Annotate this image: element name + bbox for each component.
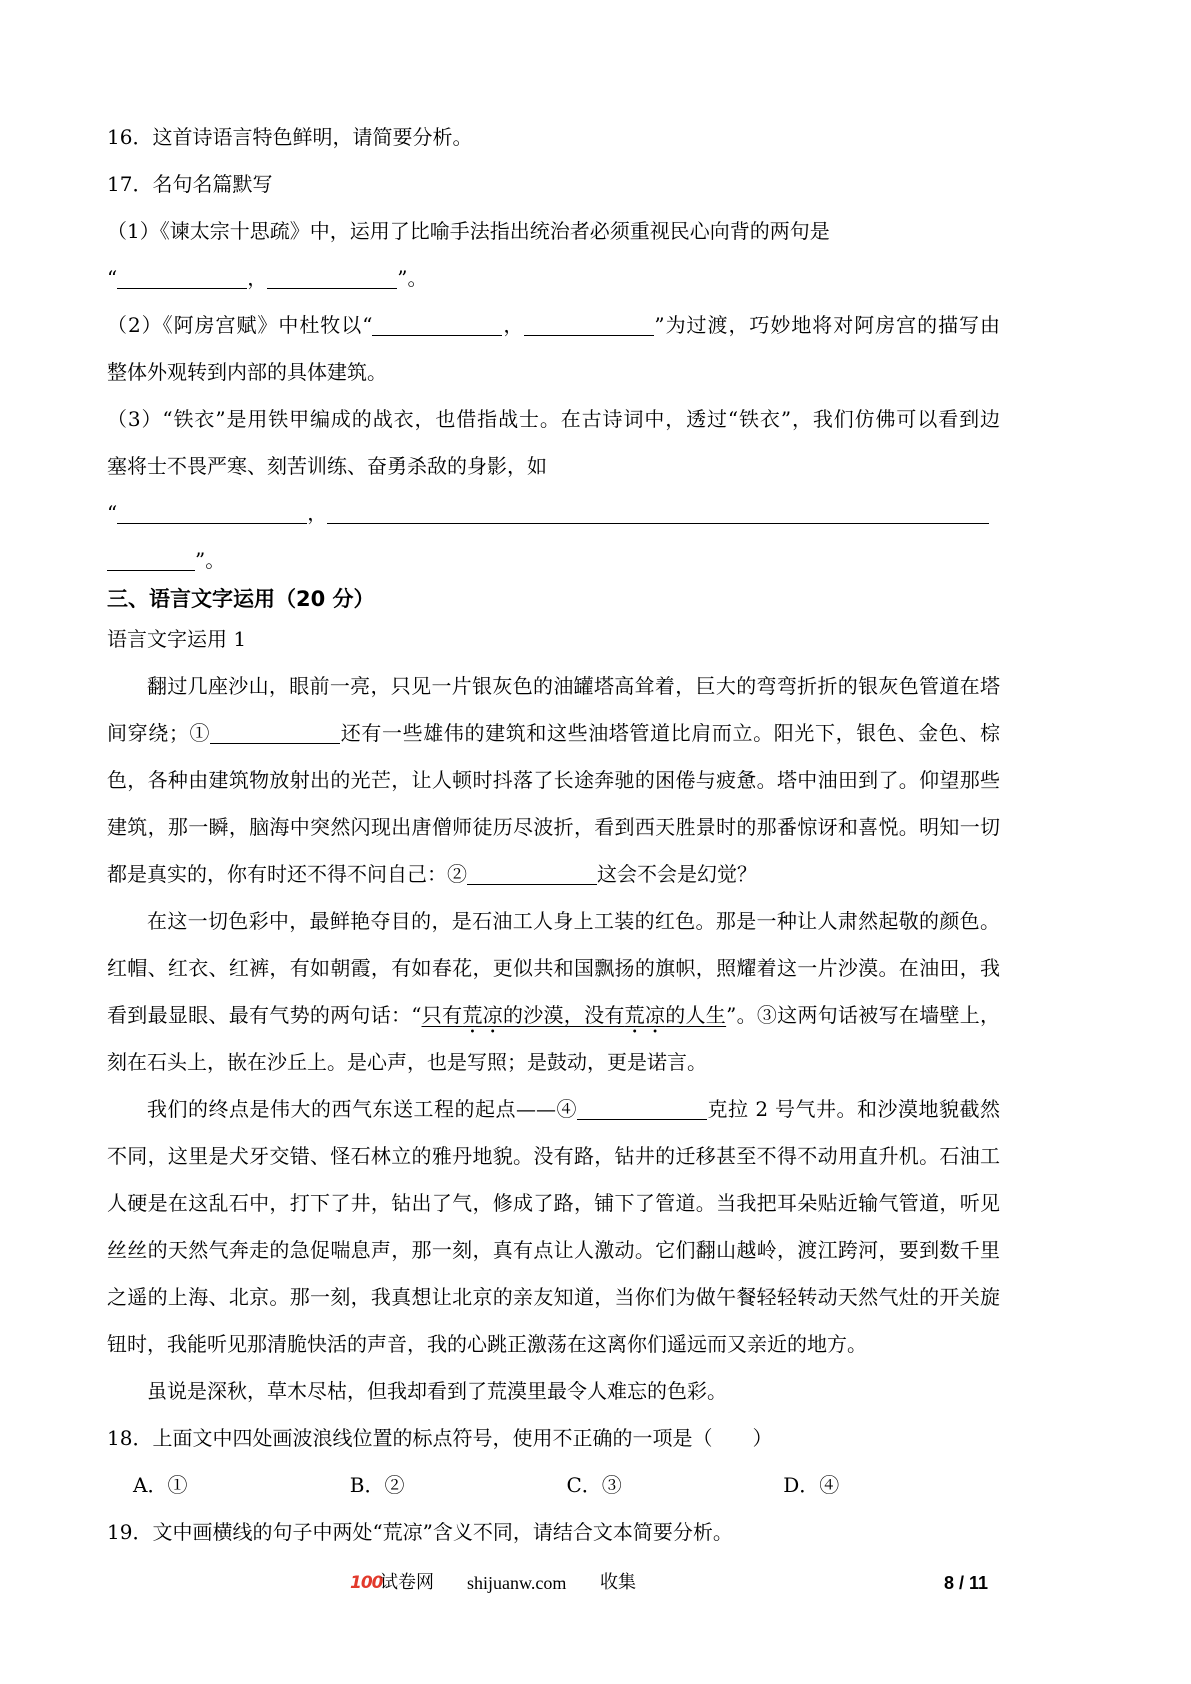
passage-p3-line2: 不同，这里是犬牙交错、怪石林立的雅丹地貌。没有路，钻井的迁移甚至不得不动用直升机。石油工 [107,1144,1000,1168]
question-16: 16．这首诗语言特色鲜明，请简要分析。 [107,125,473,149]
passage-p2-line1: 在这一切色彩中，最鲜艳夺目的，是石油工人身上工装的红色。那是一种让人肃然起敬的颜色。 [147,909,1000,933]
quote-part: 的人生 [665,1003,727,1027]
answer-blank [107,552,195,571]
answer-blank [372,317,502,336]
option-b: B．② [349,1473,405,1497]
passage-p1-line1: 翻过几座沙山，眼前一亮，只见一片银灰色的油罐塔高耸着，巨大的弯弯折折的银灰色管道在塔 [147,674,1000,698]
question-17-item1-answer-line [107,255,1000,302]
page-footer [0,1567,1191,1599]
passage-p1-line2 [107,710,1000,757]
question-18-stem: 18．上面文中四处画波浪线位置的标点符号，使用不正确的一项是（ ） [107,1426,773,1450]
quote-part: 只有 [421,1003,463,1027]
quote-part: 的沙漠，没有 [502,1003,625,1027]
section-heading: 三、语言文字运用（20 分） [107,587,375,611]
question-19: 19．文中画横线的句子中两处“荒凉”含义不同，请结合文本简要分析。 [107,1520,733,1544]
question-17-item3-line1: （3）“铁衣”是用铁甲编成的战衣，也借指战士。在古诗词中，透过“铁衣”，我们仿佛可以看到边 [107,407,1000,431]
site-logo: 100 [350,1573,383,1593]
exam-page-content [107,114,1000,1556]
answer-blank [117,505,307,524]
passage-text: 这会不会是幻觉？ [597,862,757,886]
collected-note: 收集 [600,1572,636,1593]
separator: ， [502,313,525,337]
passage-p2-line2: 红帽、红衣、红裤，有如朝霞，有如春花，更似共和国飘扬的旗帜，照耀着这一片沙漠。在油田，我 [107,956,1000,980]
passage-text: 间穿绕；① [107,721,211,745]
passage-text: 还有一些雄伟的建筑和这些油塔管道比肩而立。阳光下，银色、金色、棕 [340,721,1000,745]
passage-p3-line4: 丝丝的天然气奔走的急促喘息声，那一刻，真有点让人激动。它们翻山越岭，渡江跨河，要到数千里 [107,1238,1000,1262]
section-subheading: 语言文字运用 1 [107,627,247,651]
question-17-item3-answer-line1 [107,490,1000,537]
passage-p4: 虽说是深秋，草木尽枯，但我却看到了荒漠里最令人难忘的色彩。 [147,1379,727,1403]
separator: ， [247,266,268,290]
question-17-item1-prompt: （1）《谏太宗十思疏》中，运用了比喻手法指出统治者必须重视民心向背的两句是 [107,219,830,243]
open-quote: “ [107,266,118,290]
answer-blank [524,317,654,336]
site-domain: shijuanw.com [467,1573,567,1593]
close-quote: ”。 [397,266,428,290]
item2-prompt-after: ”为过渡，巧妙地将对阿房宫的描写由 [654,313,1000,337]
open-quote: “ [107,501,118,525]
emphasized-word: 荒凉 [624,1003,666,1027]
passage-text: 克拉 2 号气井。和沙漠地貌截然 [707,1097,1000,1121]
passage-p3-line5: 之遥的上海、北京。那一刻，我真想让北京的亲友知道，当你们为做午餐轻轻转动天然气灶的开关旋 [107,1285,1000,1309]
page-number: 8 / 11 [944,1573,989,1593]
question-17-title: 17．名句名篇默写 [107,172,273,196]
passage-p3-line6: 钮时，我能听见那清脆快活的声音，我的心跳正激荡在这离你们遥远而又亲近的地方。 [107,1332,867,1356]
separator: ， [307,501,328,525]
passage-text: ”。③这两句话被写在墙壁上， [726,1003,1000,1027]
answer-blank [117,270,247,289]
answer-blank [577,1101,707,1120]
passage-p3-line3: 人硬是在这乱石中，打下了井，钻出了气，修成了路，铺下了管道。当我把耳朵贴近输气管道，听见 [107,1191,1000,1215]
passage-p3-line1 [107,1086,1000,1133]
answer-blank [467,866,597,885]
answer-blank [210,725,340,744]
option-a: A．① [133,1473,188,1497]
item2-prompt-before: （2）《阿房宫赋》中杜牧以“ [107,313,373,337]
question-17-item2-line1 [107,302,1000,349]
close-quote: ”。 [195,548,226,572]
passage-p2-line3 [107,992,1000,1039]
passage-p1-line4: 建筑，那一瞬，脑海中突然闪现出唐僧师徒历尽波折，看到西天胜景时的那番惊讶和喜悦。明知一切 [107,815,1000,839]
question-17-item3-line2: 塞将士不畏严寒、刻苦训练、奋勇杀敌的身影，如 [107,454,547,478]
question-18-options [107,1462,1000,1509]
option-d: D．④ [783,1473,840,1497]
option-c: C．③ [566,1473,622,1497]
answer-blank [327,505,989,524]
passage-p1-line5 [107,851,1000,898]
site-name: 试卷网 [380,1572,434,1593]
emphasized-word: 荒凉 [462,1003,503,1027]
passage-text: 我们的终点是伟大的西气东送工程的起点——④ [147,1097,578,1121]
passage-p2-line4: 刻在石头上，嵌在沙丘上。是心声，也是写照；是鼓动，更是诺言。 [107,1050,707,1074]
answer-blank [267,270,397,289]
passage-text: 都是真实的，你有时还不得不问自己：② [107,862,467,886]
question-17-item3-answer-line2 [107,537,1000,584]
passage-text: 看到最显眼、最有气势的两句话：“ [107,1003,422,1027]
passage-p1-line3: 色，各种由建筑物放射出的光芒，让人顿时抖落了长途奔驰的困倦与疲惫。塔中油田到了。仰望那些 [107,768,1000,792]
question-17-item2-line2: 整体外观转到内部的具体建筑。 [107,360,387,384]
underlined-sentence [422,1003,727,1027]
